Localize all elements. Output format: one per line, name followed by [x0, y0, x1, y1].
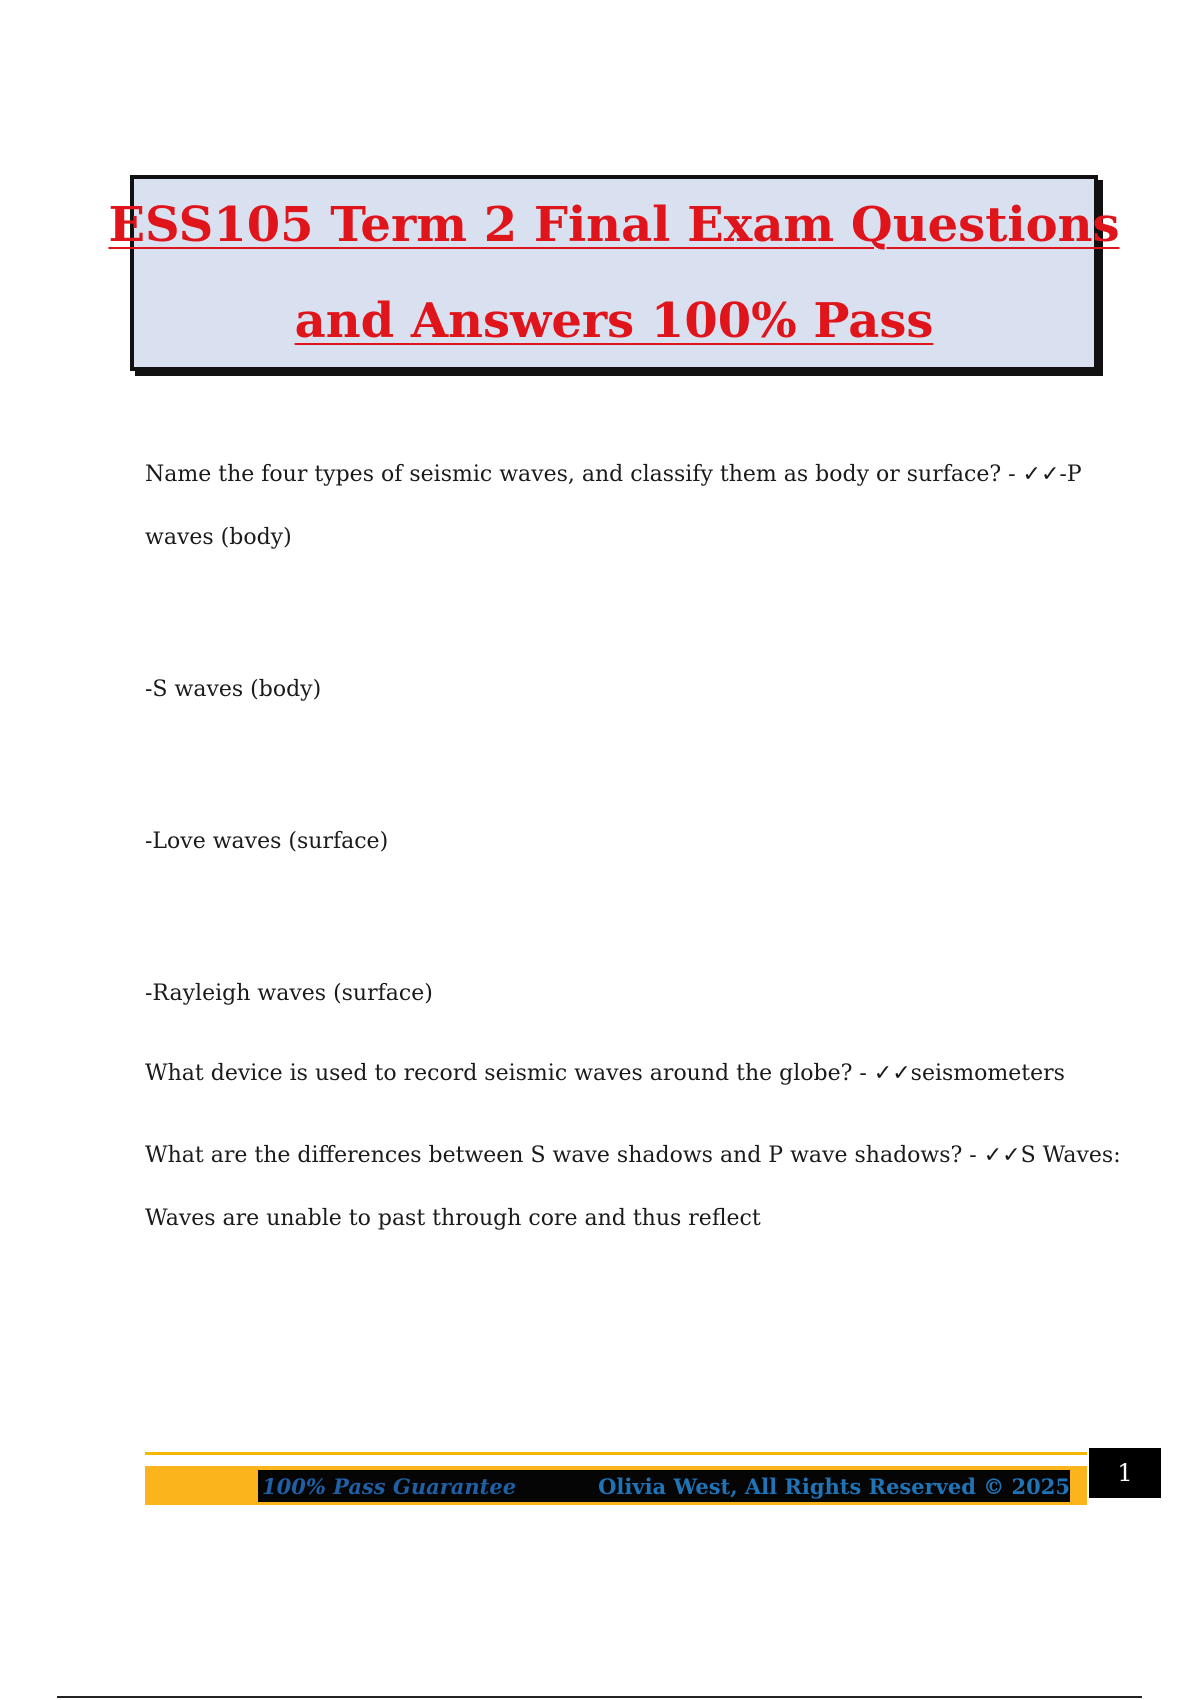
title-line-2: and Answers 100% Pass: [294, 293, 934, 349]
footer-copyright-text: Olivia West, All Rights Reserved © 2025: [598, 1474, 1070, 1499]
answer-s-waves: -S waves (body): [145, 677, 322, 702]
footer-rule: [145, 1452, 1087, 1455]
question-3-line-2: Waves are unable to past through core and thus reflect: [145, 1206, 761, 1231]
answer-rayleigh-waves: -Rayleigh waves (surface): [145, 981, 433, 1006]
page-number-box: [1089, 1448, 1161, 1498]
question-1-line-2: waves (body): [145, 525, 292, 550]
title-box: [108, 175, 1120, 371]
title-line-1: ESS105 Term 2 Final Exam Questions: [108, 197, 1120, 253]
bottom-rule: [57, 1696, 1142, 1698]
question-2: What device is used to record seismic waves around the globe? - ✓✓seismometers: [145, 1061, 1065, 1086]
question-3-line-1: What are the differences between S wave shadows and P wave shadows? - ✓✓S Waves:: [145, 1143, 1121, 1168]
question-1-line-1: Name the four types of seismic waves, and classify them as body or surface? - ✓✓-P: [145, 462, 1082, 487]
footer-guarantee-text: 100% Pass Guarantee: [262, 1474, 517, 1499]
page-number: 1: [1117, 1459, 1133, 1487]
answer-love-waves: -Love waves (surface): [145, 829, 389, 854]
